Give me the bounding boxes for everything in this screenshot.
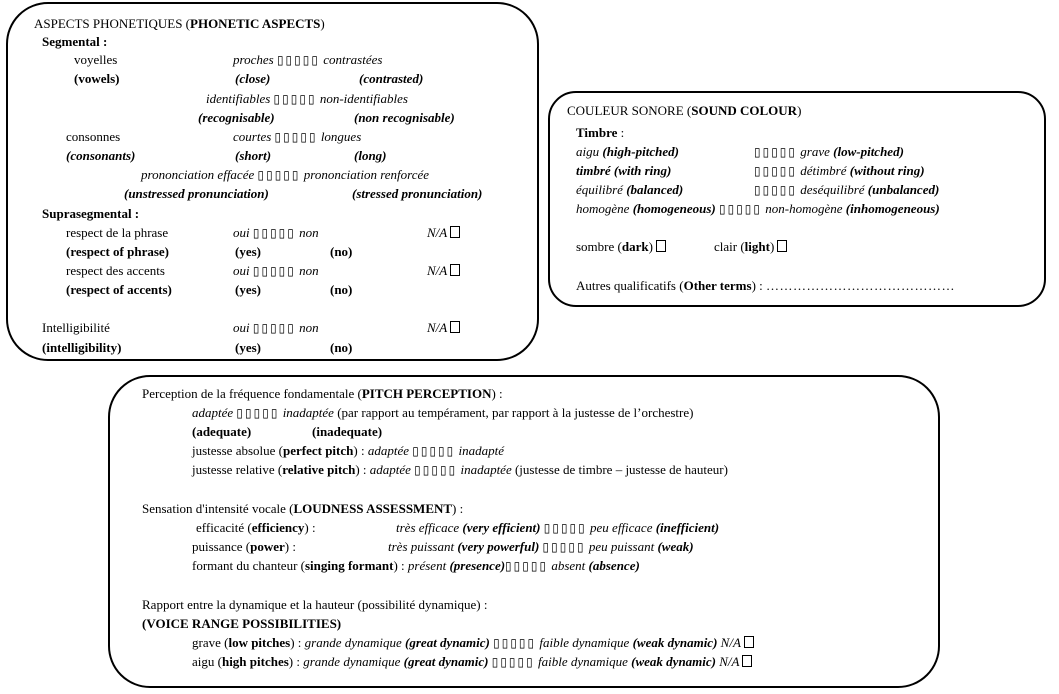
intelligibility-na: N/A (427, 320, 460, 336)
intelligibility-no: (no) (330, 340, 353, 355)
segmental-heading: Segmental : (42, 34, 108, 49)
aigu-dynamic-row: aigu (high pitches) : grande dynamique (great dynamic) ▯▯▯▯▯ faible dynamique (weak dynamic) N/A (192, 654, 752, 670)
phonetic-title: ASPECTS PHONETIQUES (PHONETIC ASPECTS) (34, 16, 325, 31)
prononciation-row: prononciation effacée ▯▯▯▯▯ prononciation renforcée (141, 167, 430, 182)
sombre-option: sombre (dark) (576, 239, 666, 255)
grave-dynamic-row: grave (low pitches) : grande dynamique (great dynamic) ▯▯▯▯▯ faible dynamique (weak dynamic) N/A (192, 635, 754, 651)
voyelles-label: voyelles (74, 52, 118, 67)
na-checkbox[interactable] (450, 226, 460, 238)
vowels-label: (vowels) (74, 71, 120, 86)
non-recognisable-label: (non recognisable) (354, 110, 455, 125)
clair-option: clair (light) (714, 239, 787, 255)
voice-range-title: (VOICE RANGE POSSIBILITIES) (142, 616, 342, 631)
consonants-label: (consonants) (66, 148, 136, 163)
rapport-title: Rapport entre la dynamique et la hauteur (possibilité dynamique) : (142, 597, 488, 612)
intelligibility-scale: oui ▯▯▯▯▯ non (233, 320, 319, 335)
unstressed-label: (unstressed pronunciation) (124, 186, 269, 201)
phrase-na: N/A (427, 225, 460, 241)
justesse-absolue-row: justesse absolue (perfect pitch) : adaptée ▯▯▯▯▯ inadapté (192, 443, 505, 458)
justesse-relative-row: justesse relative (relative pitch) : adaptée ▯▯▯▯▯ inadaptée (justesse de timbre – justesse de hauteur) (192, 462, 728, 477)
efficacite-scale: très efficace (very efficient) ▯▯▯▯▯ peu efficace (inefficient) (396, 520, 720, 535)
other-terms-row: Autres qualificatifs (Other terms) : …………………………………… (576, 278, 956, 293)
respect-phrase-label: respect de la phrase (66, 225, 169, 240)
inadequate-label: (inadequate) (312, 424, 383, 439)
timbre-heading: Timbre : (576, 125, 625, 140)
accents-na: N/A (427, 263, 460, 279)
contrasted-label: (contrasted) (359, 71, 424, 86)
phrase-yes: (yes) (235, 244, 261, 259)
consonnes-label: consonnes (66, 129, 121, 144)
grave-row: ▯▯▯▯▯ grave (low-pitched) (754, 144, 904, 159)
dark-checkbox[interactable] (656, 240, 666, 252)
na-checkbox[interactable] (744, 636, 754, 648)
desequilibre-row: ▯▯▯▯▯ deséquilibré (unbalanced) (754, 182, 940, 197)
equilibre-row: équilibré (balanced) (576, 182, 684, 197)
pitch-perception-title: Perception de la fréquence fondamentale (PITCH PERCEPTION) : (142, 386, 503, 401)
suprasegmental-heading: Suprasegmental : (42, 206, 140, 221)
adequate-label: (adequate) (192, 424, 252, 439)
proches-row: proches ▯▯▯▯▯ contrastées (233, 52, 383, 67)
respect-of-accents-label: (respect of accents) (66, 282, 172, 297)
loudness-title: Sensation d'intensité vocale (LOUDNESS ASSESSMENT) : (142, 501, 464, 516)
courtes-row: courtes ▯▯▯▯▯ longues (233, 129, 362, 144)
puissance-scale: très puissant (very powerful) ▯▯▯▯▯ peu puissant (weak) (388, 539, 694, 554)
identifiables-row: identifiables ▯▯▯▯▯ non-identifiables (206, 91, 408, 106)
puissance-label: puissance (power) : (192, 539, 296, 554)
respect-of-phrase-label: (respect of phrase) (66, 244, 170, 259)
phrase-no: (no) (330, 244, 353, 259)
timbre-ring-label: timbré (with ring) (576, 163, 672, 178)
intelligibility-yes: (yes) (235, 340, 261, 355)
short-label: (short) (235, 148, 272, 163)
aigu-row: aigu (high-pitched) (576, 144, 679, 159)
recognisable-label: (recognisable) (198, 110, 275, 125)
stressed-label: (stressed pronunciation) (352, 186, 483, 201)
efficacite-label: efficacité (efficiency) : (196, 520, 316, 535)
phrase-scale: oui ▯▯▯▯▯ non (233, 225, 319, 240)
accents-scale: oui ▯▯▯▯▯ non (233, 263, 319, 278)
accents-yes: (yes) (235, 282, 261, 297)
sound-colour-box (548, 91, 1046, 307)
intelligibility-label: (intelligibility) (42, 340, 122, 355)
colour-title: COULEUR SONORE (SOUND COLOUR) (567, 103, 802, 118)
intelligibilite-label: Intelligibilité (42, 320, 110, 335)
na-checkbox[interactable] (450, 264, 460, 276)
homogene-row: homogène (homogeneous) ▯▯▯▯▯ non-homogène (inhomogeneous) (576, 201, 940, 216)
respect-accents-label: respect des accents (66, 263, 165, 278)
detimbre-row: ▯▯▯▯▯ détimbré (without ring) (754, 163, 925, 178)
na-checkbox[interactable] (742, 655, 752, 667)
adaptee-row: adaptée ▯▯▯▯▯ inadaptée (par rapport au tempérament, par rapport à la justesse de l’orchestre) (192, 405, 694, 420)
long-label: (long) (354, 148, 387, 163)
close-label: (close) (235, 71, 271, 86)
light-checkbox[interactable] (777, 240, 787, 252)
na-checkbox[interactable] (450, 321, 460, 333)
formant-row: formant du chanteur (singing formant) : présent (presence)▯▯▯▯▯ absent (absence) (192, 558, 640, 573)
accents-no: (no) (330, 282, 353, 297)
